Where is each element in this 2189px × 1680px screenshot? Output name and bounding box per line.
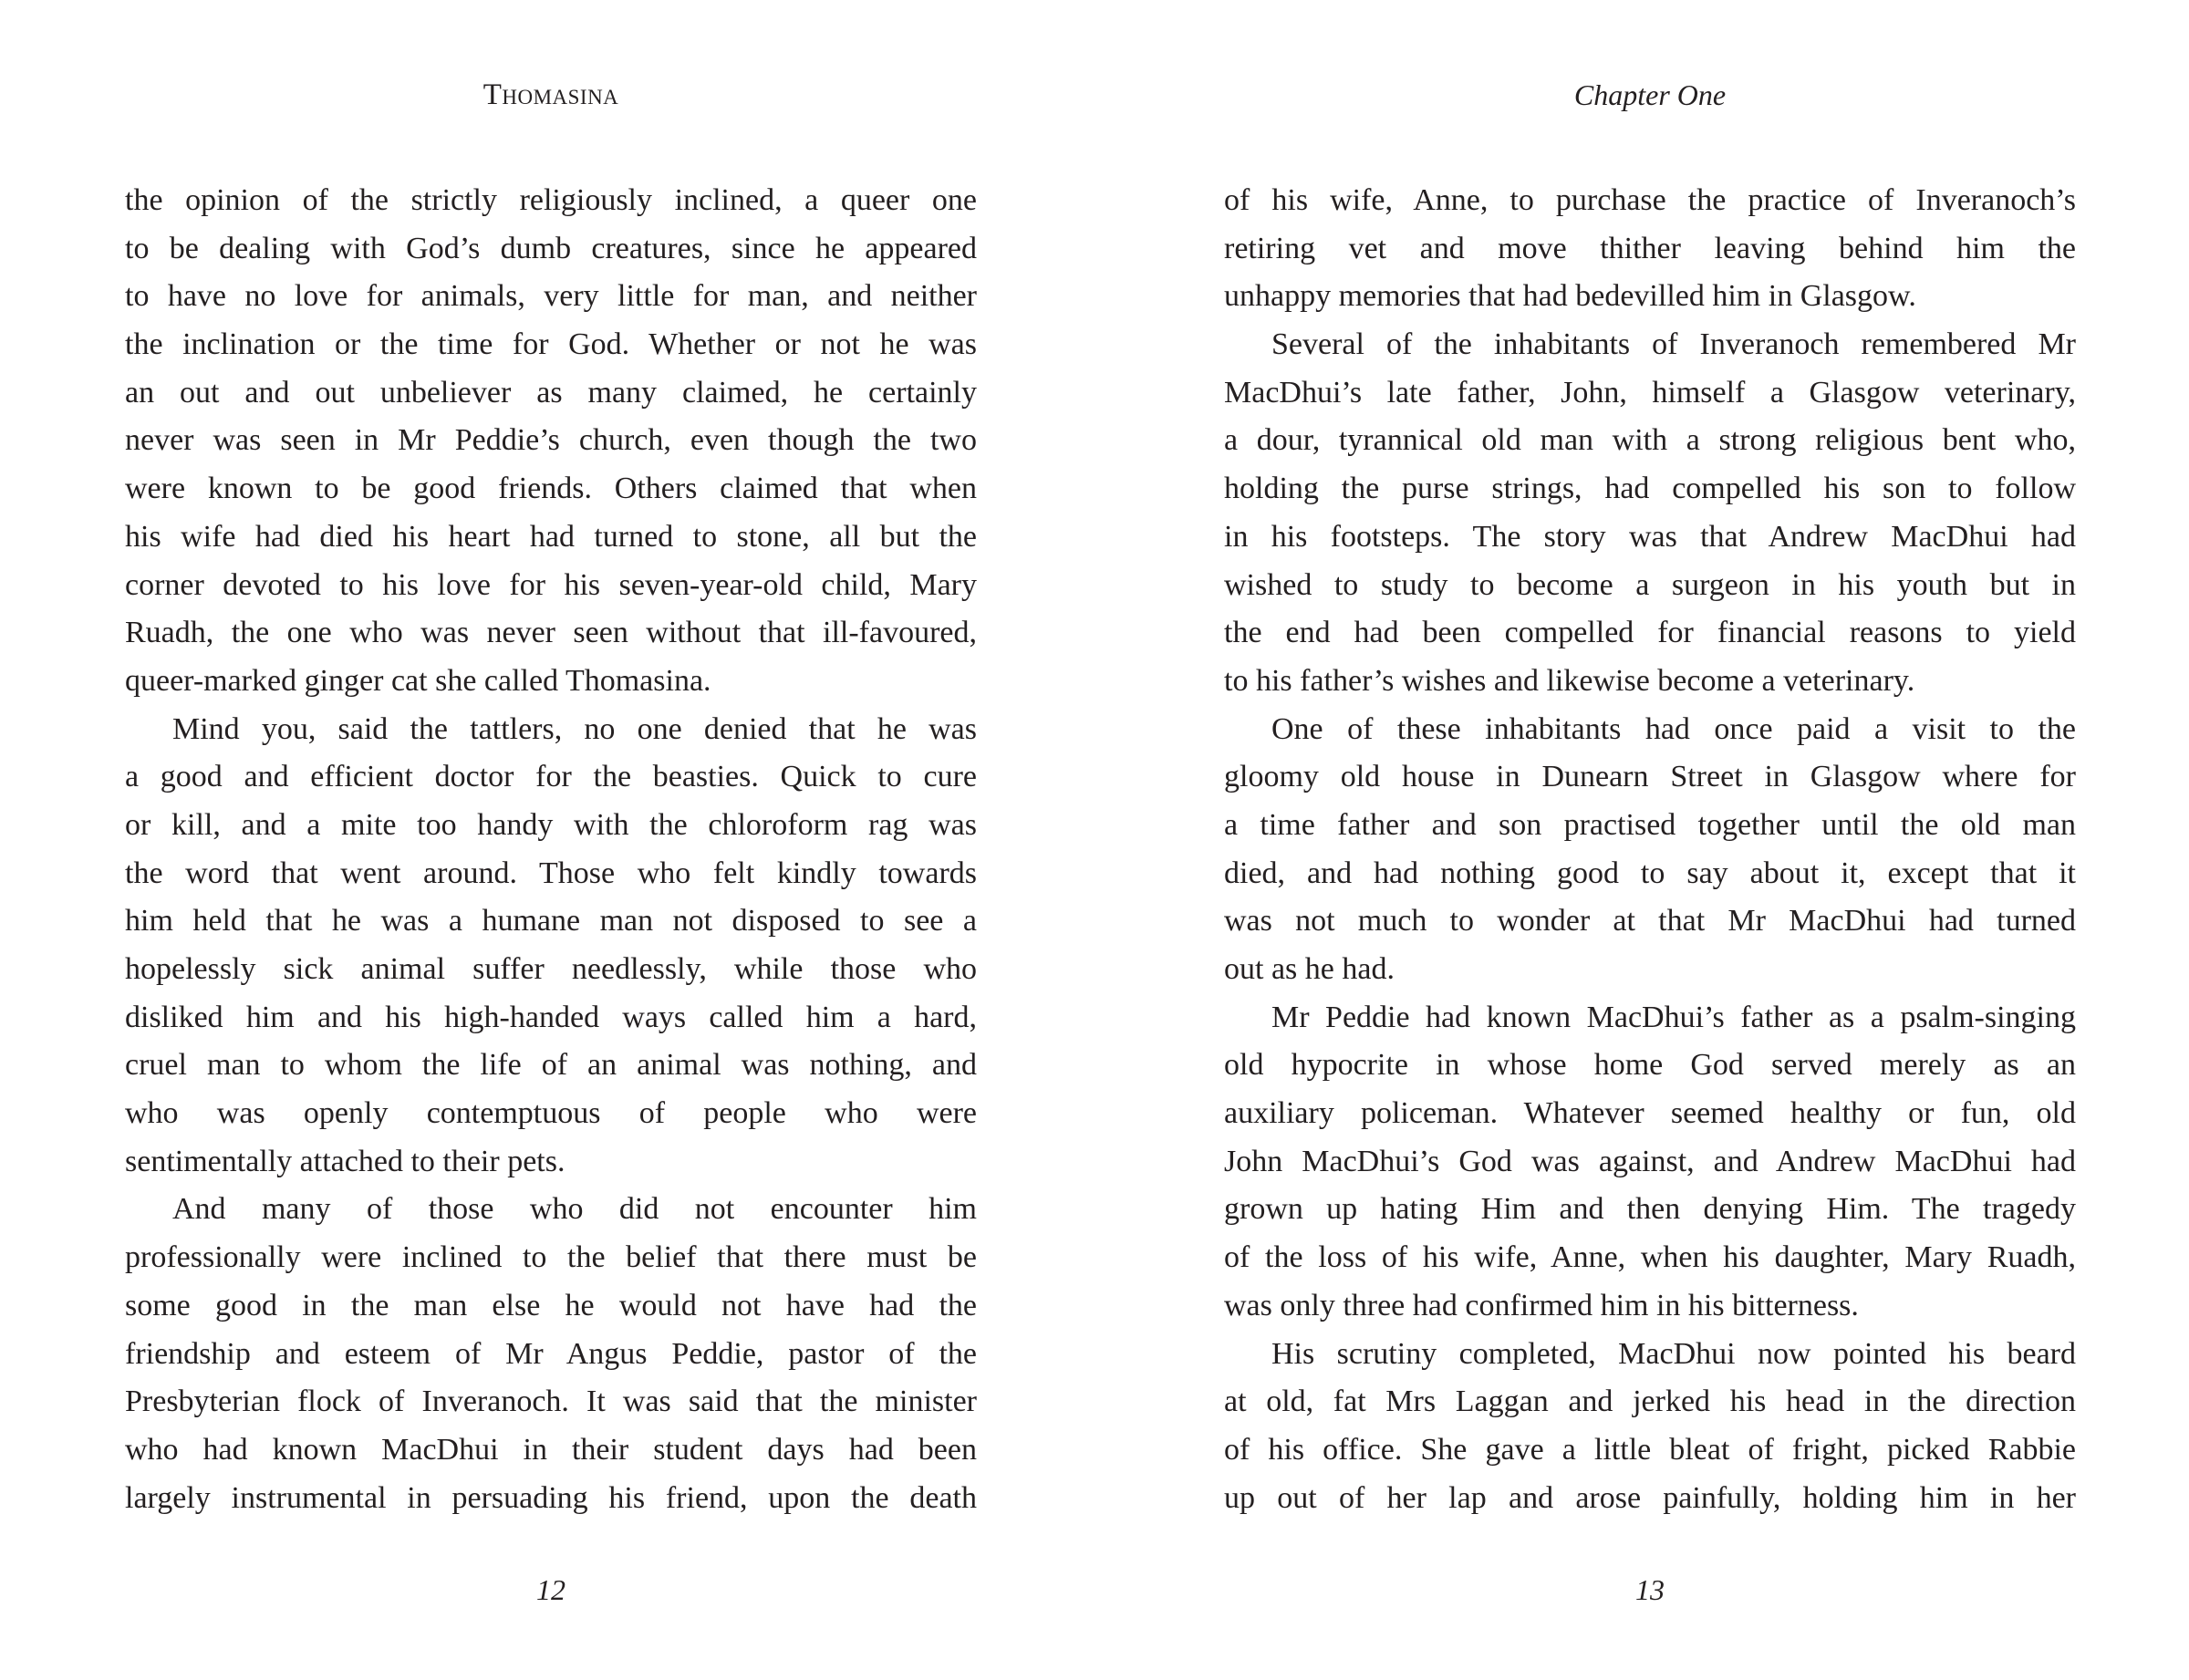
text-line: the opinion of the strictly religiously inclined, a queer one bbox=[125, 183, 977, 217]
text-line: the inclination or the time for God. Whether or not he was bbox=[125, 327, 977, 362]
text-line: cruel man to whom the life of an animal was nothing, and bbox=[125, 1048, 977, 1083]
text-line: auxiliary policeman. Whatever seemed healthy or fun, old bbox=[1224, 1096, 2076, 1131]
text-line: gloomy old house in Dunearn Street in Glasgow where for bbox=[1224, 760, 2076, 794]
text-line: the word that went around. Those who felt kindly towards bbox=[125, 856, 977, 890]
text-line: a good and efficient doctor for the beasties. Quick to cure bbox=[125, 760, 977, 794]
text-line: never was seen in Mr Peddie’s church, even though the two bbox=[125, 423, 977, 458]
text-line: grown up hating Him and then denying Him. The tragedy bbox=[1224, 1192, 2076, 1227]
text-line: Mind you, said the tattlers, no one denied that he was bbox=[172, 711, 977, 746]
text-line: up out of her lap and arose painfully, holding him in her bbox=[1224, 1480, 2076, 1515]
text-line: was not much to wonder at that Mr MacDhui had turned bbox=[1224, 904, 2076, 939]
page-number-right: 13 bbox=[1635, 1573, 1665, 1606]
text-line: Presbyterian flock of Inveranoch. It was said that the minister bbox=[125, 1384, 977, 1419]
text-line: sentimentally attached to their pets. bbox=[125, 1144, 565, 1178]
text-line: to be dealing with God’s dumb creatures, since he appeared bbox=[125, 231, 977, 265]
text-line: the end had been compelled for financial reasons to yield bbox=[1224, 616, 2076, 650]
text-line: out as he had. bbox=[1224, 952, 1395, 986]
left-page bbox=[125, 0, 977, 1680]
text-line: queer-marked ginger cat she called Thomasina. bbox=[125, 663, 711, 698]
text-line: friendship and esteem of Mr Angus Peddie, pastor of the bbox=[125, 1336, 977, 1371]
text-line: at old, fat Mrs Laggan and jerked his head in the direction bbox=[1224, 1384, 2076, 1419]
text-line: John MacDhui’s God was against, and Andrew MacDhui had bbox=[1224, 1144, 2076, 1178]
running-head-chapter-title: Chapter One bbox=[1573, 78, 1727, 111]
text-line: Ruadh, the one who was never seen without that ill-favoured, bbox=[125, 616, 977, 650]
text-line: a dour, tyrannical old man with a strong religious bent who, bbox=[1224, 423, 2076, 458]
text-line: holding the purse strings, had compelled his son to follow bbox=[1224, 472, 2076, 506]
text-line: wished to study to become a surgeon in his youth but in bbox=[1224, 567, 2076, 602]
text-line: retiring vet and move thither leaving behind him the bbox=[1224, 231, 2076, 265]
text-line: an out and out unbeliever as many claimed, he certainly bbox=[125, 375, 977, 410]
text-line: disliked him and his high-handed ways called him a hard, bbox=[125, 1000, 977, 1034]
text-line: in his footsteps. The story was that Andrew MacDhui had bbox=[1224, 519, 2076, 554]
text-line: were known to be good friends. Others claimed that when bbox=[125, 472, 977, 506]
text-line: a time father and son practised together until the old man bbox=[1224, 807, 2076, 842]
page-number-left: 12 bbox=[536, 1573, 565, 1606]
text-line: His scrutiny completed, MacDhui now pointed his beard bbox=[1271, 1336, 2076, 1371]
text-line: to have no love for animals, very little for man, and neither bbox=[125, 279, 977, 314]
text-line: unhappy memories that had bedevilled him in Glasgow. bbox=[1224, 279, 1916, 314]
text-line: him held that he was a humane man not disposed to see a bbox=[125, 904, 977, 939]
text-line: One of these inhabitants had once paid a visit to the bbox=[1271, 711, 2076, 746]
text-line: to his father’s wishes and likewise become a veterinary. bbox=[1224, 663, 1915, 698]
text-line: hopelessly sick animal suffer needlessly, while those who bbox=[125, 952, 977, 986]
text-line: of his office. She gave a little bleat of fright, picked Rabbie bbox=[1224, 1432, 2076, 1467]
right-page bbox=[1224, 0, 2076, 1680]
left-page-body-text bbox=[125, 177, 977, 1522]
text-line: was only three had confirmed him in his bitterness. bbox=[1224, 1288, 1859, 1322]
text-line: Mr Peddie had known MacDhui’s father as a psalm-singing bbox=[1271, 1000, 2076, 1034]
text-line: Several of the inhabitants of Inveranoch remembered Mr bbox=[1271, 327, 2076, 362]
text-line: of his wife, Anne, to purchase the practice of Inveranoch’s bbox=[1224, 183, 2076, 217]
text-line: old hypocrite in whose home God served merely as an bbox=[1224, 1048, 2076, 1083]
text-line: professionally were inclined to the belief that there must be bbox=[125, 1240, 977, 1275]
text-line: of the loss of his wife, Anne, when his daughter, Mary Ruadh, bbox=[1224, 1240, 2076, 1275]
text-line: who was openly contemptuous of people who were bbox=[125, 1096, 977, 1131]
text-line: his wife had died his heart had turned to stone, all but the bbox=[125, 519, 977, 554]
text-line: some good in the man else he would not have had the bbox=[125, 1288, 977, 1322]
text-line: died, and had nothing good to say about it, except that it bbox=[1224, 856, 2076, 890]
text-line: And many of those who did not encounter him bbox=[172, 1192, 977, 1227]
text-line: who had known MacDhui in their student days had been bbox=[125, 1432, 977, 1467]
text-line: or kill, and a mite too handy with the chloroform rag was bbox=[125, 807, 977, 842]
text-line: MacDhui’s late father, John, himself a Glasgow veterinary, bbox=[1224, 375, 2076, 410]
right-page-body-text bbox=[1224, 177, 2076, 1522]
text-line: largely instrumental in persuading his friend, upon the death bbox=[125, 1480, 977, 1515]
text-line: corner devoted to his love for his seven-year-old child, Mary bbox=[125, 567, 977, 602]
running-head-book-title: Thomasina bbox=[482, 78, 619, 111]
